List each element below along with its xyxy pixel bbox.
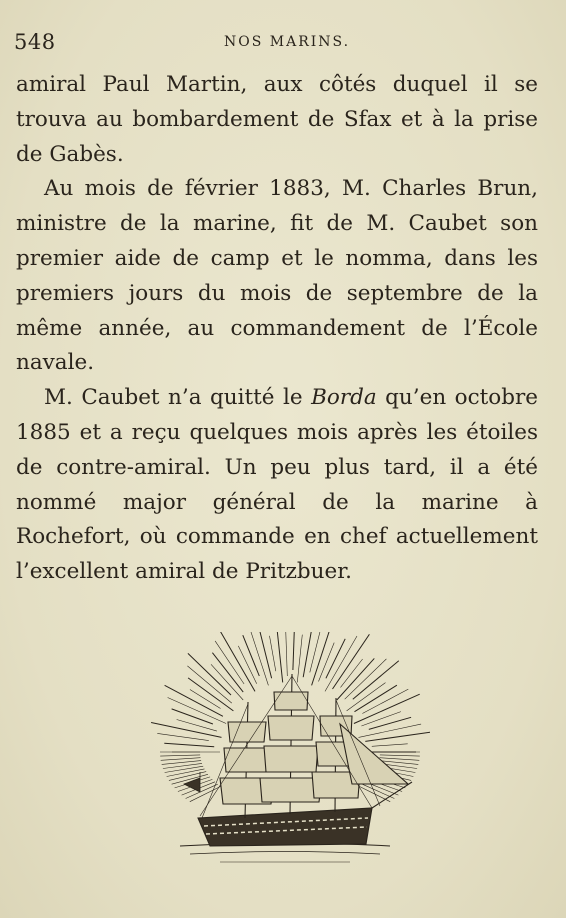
sun-ray <box>380 758 420 761</box>
page-number: 548 <box>14 30 56 54</box>
sun-ray <box>165 685 223 716</box>
sun-ray <box>162 761 201 765</box>
ship-name-italic: Borda <box>311 385 377 411</box>
sun-ray <box>167 769 205 777</box>
ship-illustration <box>180 674 412 862</box>
sun-ray <box>312 632 334 685</box>
sun-ray <box>361 712 401 726</box>
paragraph-text-end: qu’en octobre 1885 et a reçu quelques mois après les étoiles de contre-amiral. Un peu plus tard, il a été nommé major général de la marine à Rochefort, où commande en chef actuellement l’excellent amiral de Pritzbuer. <box>16 385 538 585</box>
sun-ray <box>151 723 221 738</box>
sun-ray <box>353 661 399 700</box>
sun-ray <box>212 653 243 692</box>
sun-ray <box>293 632 295 670</box>
sun-ray <box>337 658 375 700</box>
sailing-ship-vignette <box>140 632 430 894</box>
sun-ray <box>169 772 206 781</box>
paragraph-caubet-borda <box>16 381 538 590</box>
sun-ray <box>188 678 233 711</box>
sun-ray <box>326 639 345 679</box>
sun-ray <box>249 632 269 685</box>
paragraph-continuation: amiral Paul Martin, aux côtés duquel il se trouva au bombardement de Sfax et à la prise de Gabès. <box>16 72 538 167</box>
paragraph-caubet-aide-de-camp: Au mois de février 1883, M. Charles Brun, ministre de la marine, fit de M. Caubet son premier aide de camp et le nomma, dans les premiers jours du mois de septembre de la même année, au commandement de l’École navale. <box>16 176 538 376</box>
sun-ray <box>161 758 201 761</box>
sun-ray <box>347 683 386 711</box>
sun-ray <box>211 664 243 700</box>
sun-ray <box>310 632 323 672</box>
running-title: NOS MARINS. <box>224 34 351 50</box>
sun-ray <box>172 709 213 724</box>
sun-ray <box>188 653 231 695</box>
sun-ray <box>165 766 204 772</box>
sun-ray <box>160 755 200 756</box>
page-header <box>14 30 544 56</box>
sun-ray <box>270 636 276 671</box>
sun-ray <box>285 632 287 676</box>
sun-ray <box>187 666 231 703</box>
sun-ray <box>297 635 302 683</box>
sun-ray <box>243 635 259 676</box>
sun-ray <box>365 732 430 741</box>
sun-ray <box>277 632 283 682</box>
sun-ray <box>319 643 335 682</box>
sun-ray <box>157 733 209 740</box>
body-text <box>16 68 538 590</box>
sun-ray <box>164 743 214 747</box>
paragraph-text-start: M. Caubet n’a quitté le <box>44 385 312 411</box>
sun-ray <box>190 690 221 709</box>
sun-ray <box>372 744 408 747</box>
sun-ray <box>359 724 422 737</box>
sun-ray <box>345 659 387 699</box>
sun-ray <box>163 763 202 768</box>
sun-ray <box>380 755 420 756</box>
sun-ray <box>219 632 255 691</box>
